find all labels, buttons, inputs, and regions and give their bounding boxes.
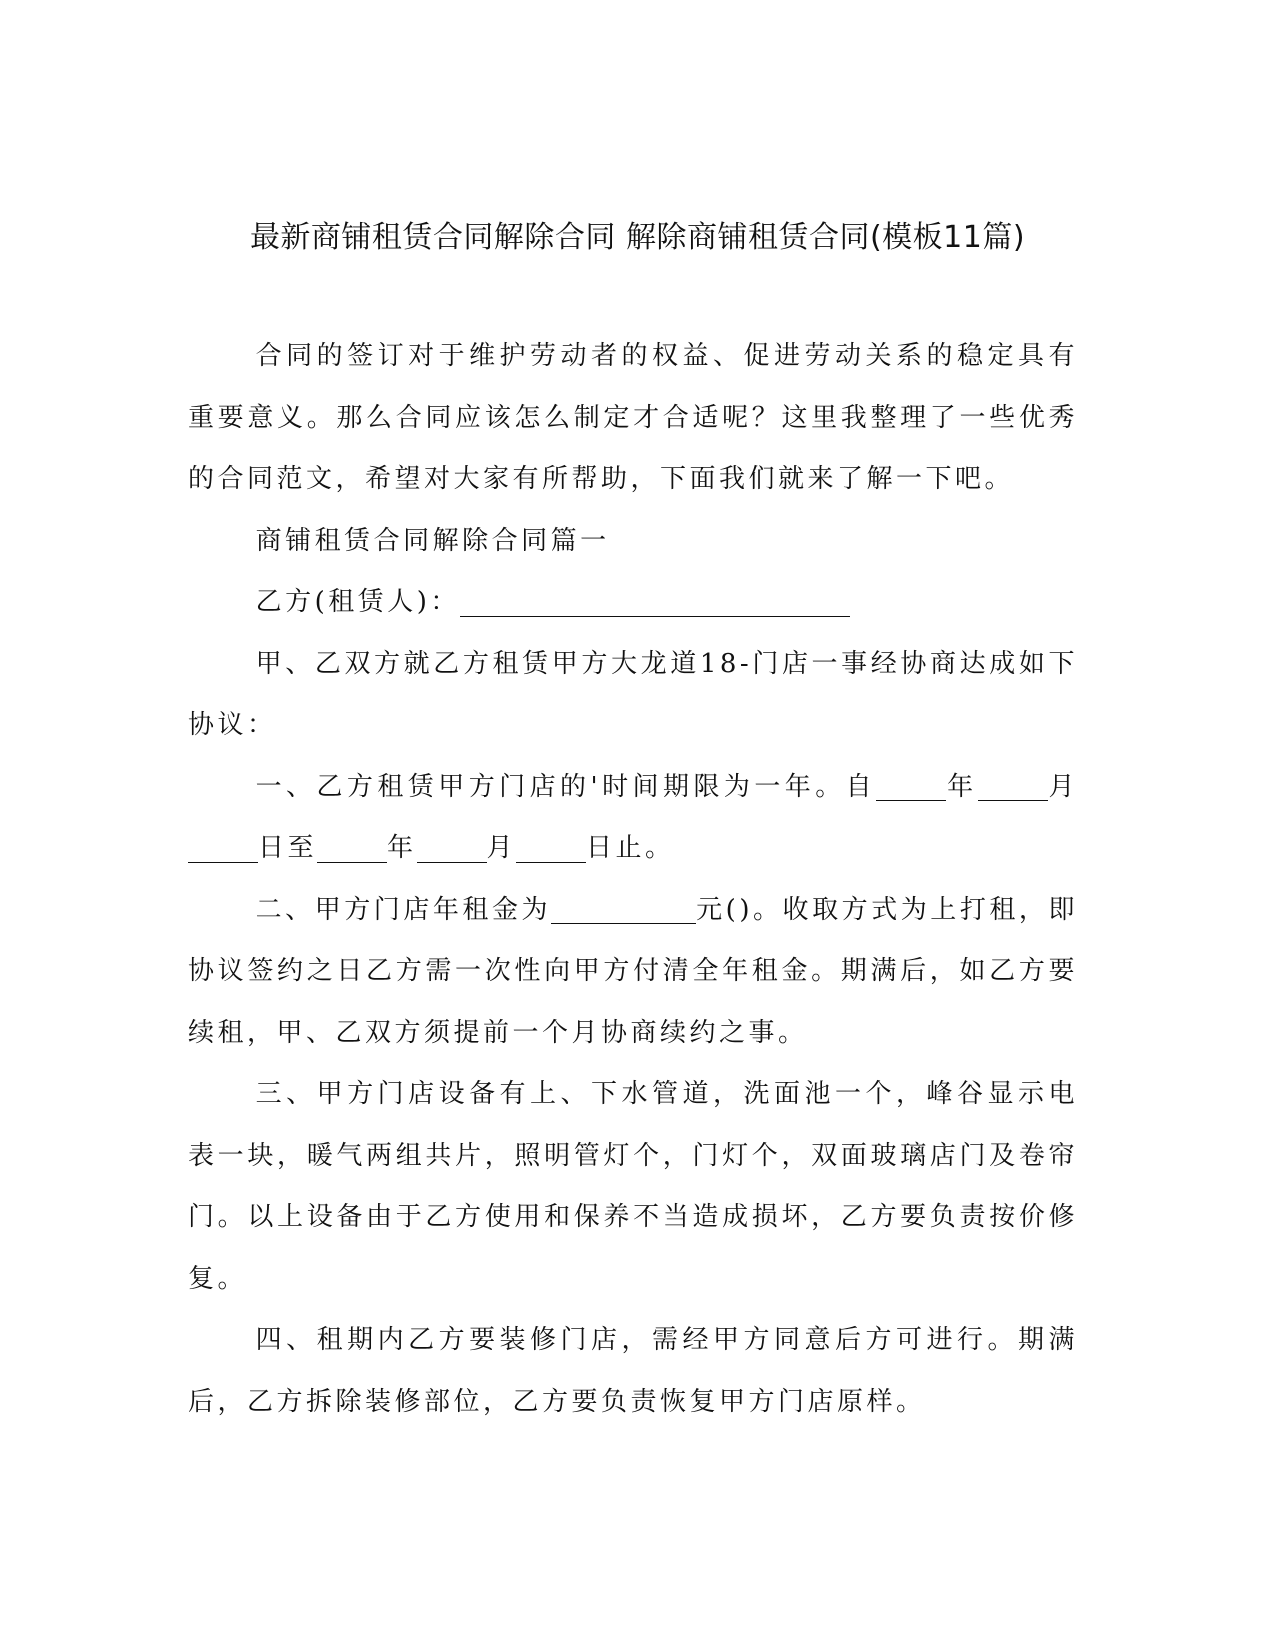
clause-2-prefix: 二、甲方门店年租金为 (255, 894, 552, 925)
section-heading: 商铺租赁合同解除合同篇一 (255, 525, 610, 556)
intro-paragraph: 合同的签订对于维护劳动者的权益、促进劳动关系的稳定具有重要意义。那么合同应该怎么制定才合适呢？这里我整理了一些优秀的合同范文，希望对大家有所帮助，下面我们就来了解一下吧。 (188, 341, 1078, 494)
start-day-blank (188, 834, 258, 862)
clause-1-end-day-label: 日止。 (586, 833, 675, 863)
agreement-intro-paragraph: 甲、乙双方就乙方租赁甲方大龙道18-门店一事经协商达成如下协议： (188, 648, 1078, 740)
document-title: 最新商铺租赁合同解除合同 解除商铺租赁合同(模板11篇) (249, 220, 1026, 255)
start-year-blank (876, 773, 946, 801)
clause-1-month-label: 月 (1047, 771, 1078, 802)
party-b-blank (460, 588, 850, 616)
clause-1-year-label: 年 (946, 771, 978, 802)
end-month-blank (417, 834, 487, 862)
party-b-label: 乙方(租赁人)： (255, 587, 460, 617)
party-b-line (188, 572, 1078, 634)
end-day-blank (516, 834, 586, 862)
clause-1-paragraph (188, 757, 1078, 880)
clause-1-end-year-label: 年 (387, 833, 417, 863)
clause-2-paragraph (188, 880, 1078, 1065)
clause-3-paragraph: 三、甲方门店设备有上、下水管道，洗面池一个，峰谷显示电表一块，暖气两组共片，照明管灯个，门灯个，双面玻璃店门及卷帘门。以上设备由于乙方使用和保养不当造成损坏，乙方要负责按价修复。 (188, 1079, 1078, 1294)
annual-rent-blank (551, 896, 696, 924)
clause-2-suffix: 元()。收取方式为上打租，即协议签约之日乙方需一次性向甲方付清全年租金。期满后，如乙方要续租，甲、乙双方须提前一个月协商续约之事。 (188, 894, 1078, 1048)
end-year-blank (317, 834, 387, 862)
clause-1-prefix: 一、乙方租赁甲方门店的'时间期限为一年。自 (255, 771, 877, 802)
clause-1-day-label: 日至 (258, 833, 318, 863)
clause-4-paragraph: 四、租期内乙方要装修门店，需经甲方同意后方可进行。期满后，乙方拆除装修部位，乙方要负责恢复甲方门店原样。 (188, 1325, 1078, 1417)
document-body (188, 326, 1078, 1433)
start-month-blank (978, 773, 1048, 801)
clause-1-end-month-label: 月 (486, 833, 517, 863)
